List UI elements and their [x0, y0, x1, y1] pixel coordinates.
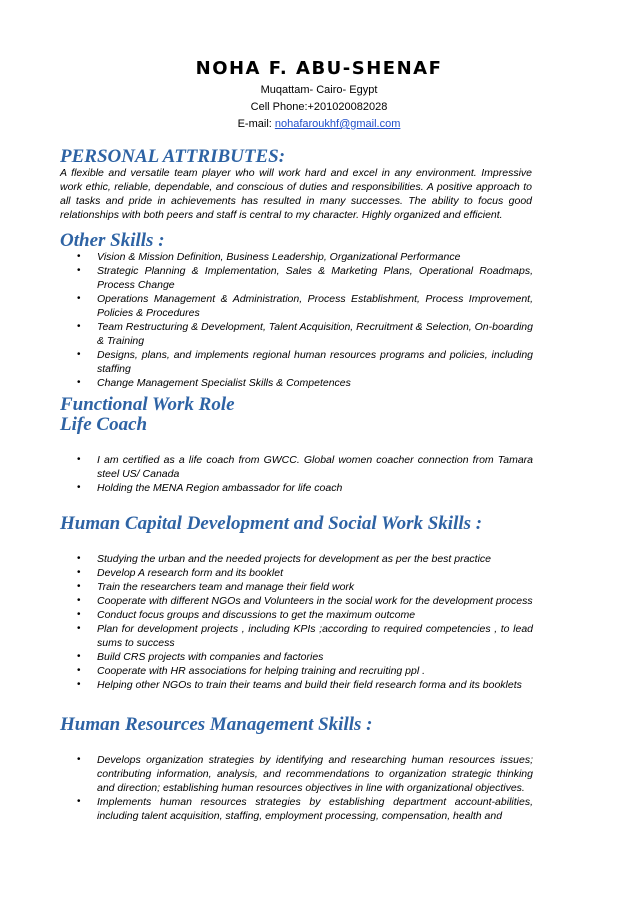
list-item: • Team Restructuring & Development, Talent Acquisition, Recruitment & Selection, On-boarding & Training: [77, 321, 533, 347]
human-capital-list: [0, 552, 638, 692]
list-item: • Develop A research form and its booklet: [77, 567, 283, 579]
other-skills-heading: Other Skills :: [60, 230, 165, 251]
bullet-icon: •: [77, 581, 81, 592]
list-item: • Conduct focus groups and discussions to get the maximum outcome: [77, 609, 416, 621]
personal-attributes-text: A flexible and versatile team player who will work hard and excel in any environment. Impressive work ethic, reliable, dependable, and conscious of duties and responsibilities. A positive approach to all tasks and pride in achievements has resulted in many successes. The ability to focus good relationships with both peers and staff is central to my character. Highly organized and efficient.: [60, 167, 532, 221]
bullet-icon: •: [77, 754, 81, 765]
list-item: • Cooperate with HR associations for helping training and recruiting ppl .: [77, 665, 426, 677]
bullet-icon: •: [77, 609, 81, 620]
bullet-icon: •: [77, 321, 81, 332]
functional-work-role-heading: Functional Work Role: [60, 394, 235, 415]
bullet-icon: •: [77, 679, 81, 690]
bullet-icon: •: [77, 265, 81, 276]
bullet-icon: •: [77, 595, 81, 606]
bullet-icon: •: [77, 377, 81, 388]
email-label: E-mail:: [237, 118, 275, 130]
bullet-icon: •: [77, 796, 81, 807]
list-item: • Implements human resources strategies by establishing department account-abilities, including talent acquisition, staffing, employment processing, compensation, health and: [77, 796, 533, 822]
phone: Cell Phone:+201020082028: [250, 101, 388, 113]
bullet-icon: •: [77, 349, 81, 360]
list-item: • Cooperate with different NGOs and Volunteers in the social work for the development process: [77, 595, 533, 607]
bullet-icon: •: [77, 454, 81, 465]
candidate-name: NOHA F. ABU-SHENAF: [195, 58, 443, 79]
list-item: • Train the researchers team and manage their field work: [77, 581, 355, 593]
bullet-icon: •: [77, 665, 81, 676]
list-item: • Develops organization strategies by identifying and researching human resources issues; contributing information, analysis, and recommendations to organization strategic thinking and direction; establishing human resources objectives in line with organizational objectives.: [77, 754, 533, 794]
list-item: • Strategic Planning & Implementation, Sales & Marketing Plans, Operational Roadmaps, Process Change: [77, 265, 533, 291]
list-item: • I am certified as a life coach from GWCC. Global women coacher connection from Tamara steel US/ Canada: [77, 454, 533, 480]
list-item: • Holding the MENA Region ambassador for life coach: [77, 482, 343, 494]
hr-management-list: [0, 753, 638, 823]
bullet-icon: •: [77, 651, 81, 662]
bullet-icon: •: [77, 567, 81, 578]
address: Muqattam- Cairo- Egypt: [260, 84, 378, 96]
list-item: • Operations Management & Administration, Process Establishment, Process Improvement, Policies & Procedures: [77, 293, 533, 319]
list-item: • Helping other NGOs to train their teams and build their field research forma and its booklets: [77, 679, 522, 691]
email-link[interactable]: nohafaroukhf@gmail.com: [274, 118, 401, 130]
hr-management-heading: Human Resources Management Skills :: [60, 714, 373, 735]
list-item: • Designs, plans, and implements regional human resources programs and policies, including staffing: [77, 349, 533, 375]
functional-list: [0, 453, 638, 495]
email-line: [0, 118, 638, 130]
list-item: • Vision & Mission Definition, Business Leadership, Organizational Performance: [77, 251, 461, 263]
list-item: • Studying the urban and the needed projects for development as per the best practice: [77, 553, 492, 565]
life-coach-subheading: Life Coach: [60, 414, 148, 435]
bullet-icon: •: [77, 251, 81, 262]
bullet-icon: •: [77, 293, 81, 304]
bullet-icon: •: [77, 623, 81, 634]
bullet-icon: •: [77, 482, 81, 493]
personal-attributes-heading: PERSONAL ATTRIBUTES:: [60, 146, 286, 167]
list-item: • Build CRS projects with companies and factories: [77, 651, 324, 663]
other-skills-list: [0, 250, 638, 390]
human-capital-heading: Human Capital Development and Social Work Skills :: [60, 513, 483, 534]
list-item: • Plan for development projects , including KPIs ;according to required competencies , to lead sums to success: [77, 623, 533, 649]
list-item: • Change Management Specialist Skills & Competences: [77, 377, 351, 389]
bullet-icon: •: [77, 553, 81, 564]
